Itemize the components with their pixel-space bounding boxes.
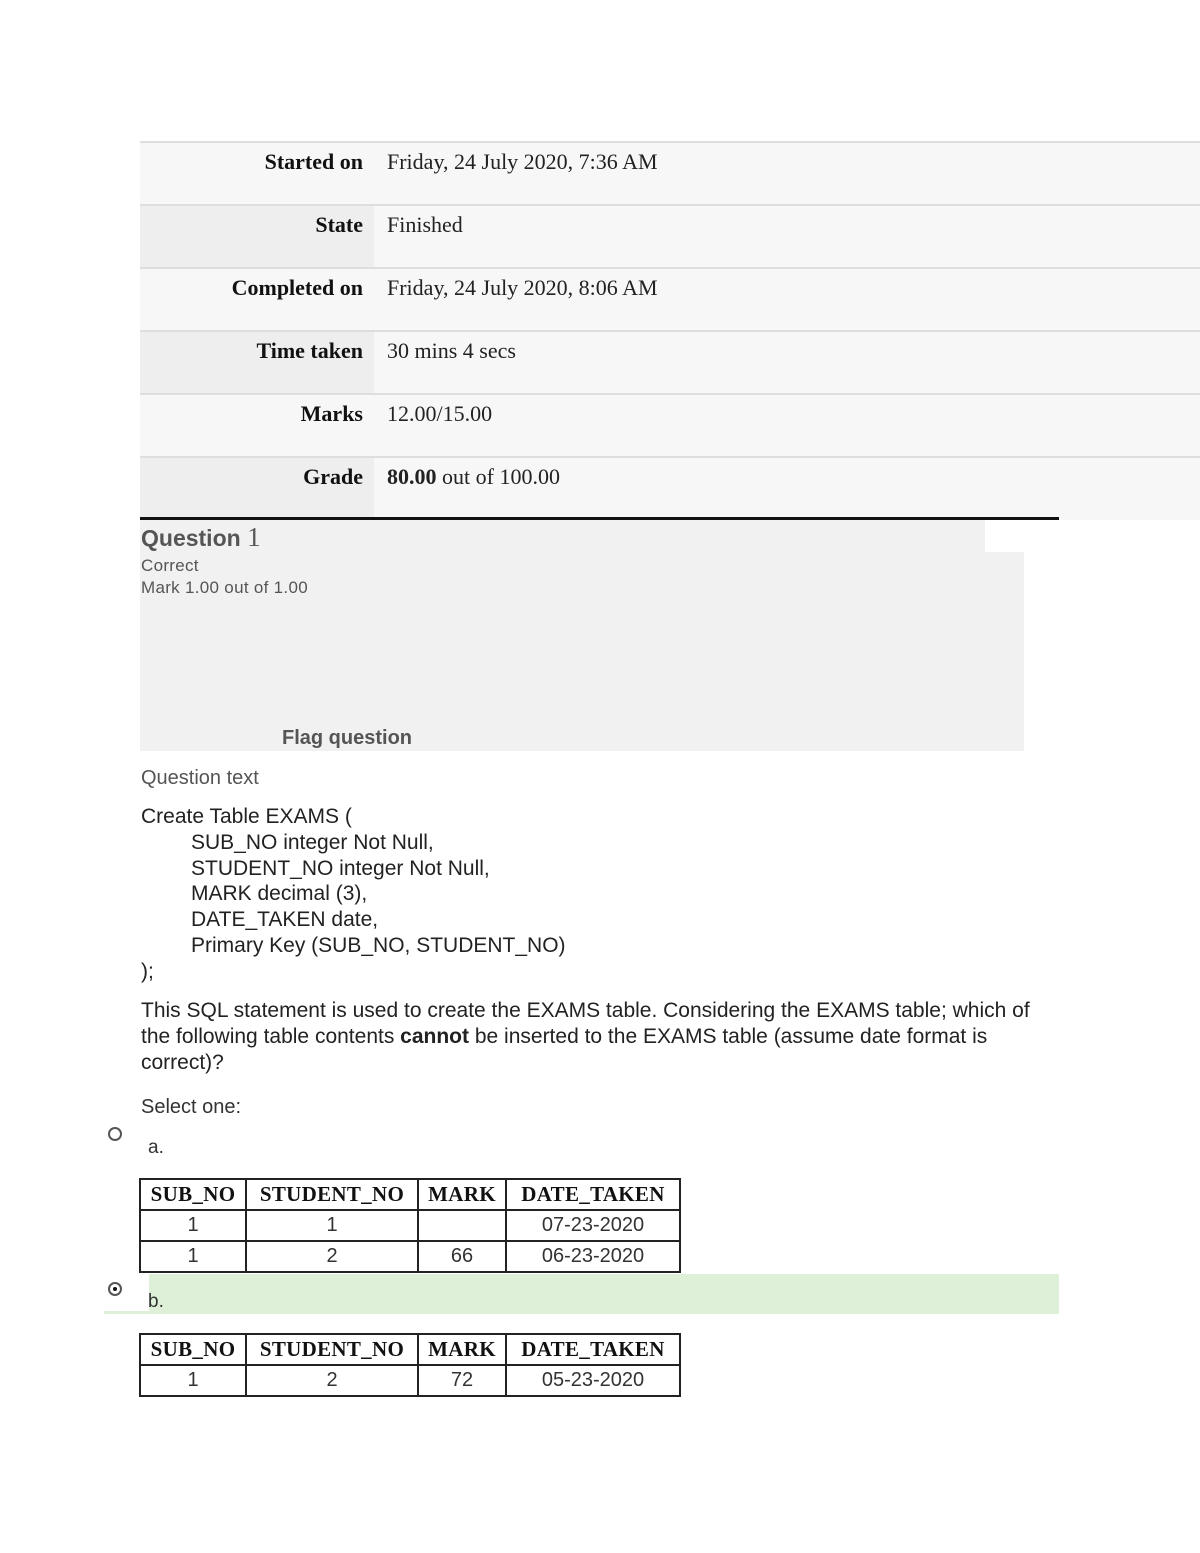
table-row <box>140 1210 680 1241</box>
code-line: STUDENT_NO integer Not Null, <box>191 856 490 880</box>
summary-value: 12.00/15.00 <box>374 394 1200 457</box>
code-line: MARK decimal (3), <box>191 882 368 906</box>
question-title-prefix: Question <box>141 525 248 551</box>
table-cell: 07-23-2020 <box>506 1210 680 1241</box>
option-a-label[interactable]: a. <box>148 1137 164 1158</box>
code-line: Create Table EXAMS ( <box>141 805 352 828</box>
grade-suffix: out of 100.00 <box>436 464 560 489</box>
table-cell: 06-23-2020 <box>506 1241 680 1272</box>
table-header: MARK <box>418 1334 506 1365</box>
grade-score: 80.00 <box>387 464 437 489</box>
table-cell: 1 <box>140 1241 246 1272</box>
table-cell: 2 <box>246 1365 418 1396</box>
summary-value: Finished <box>374 205 1200 268</box>
table-row <box>140 1365 680 1396</box>
code-line: ); <box>141 959 154 983</box>
option-b-table <box>139 1333 681 1397</box>
table-header: MARK <box>418 1179 506 1210</box>
table-cell: 66 <box>418 1241 506 1272</box>
question-info-panel <box>140 520 985 554</box>
table-header: STUDENT_NO <box>246 1179 418 1210</box>
table-header: DATE_TAKEN <box>506 1334 680 1365</box>
sql-code-block <box>141 804 566 985</box>
summary-label: Marks <box>140 394 374 457</box>
summary-value <box>374 457 1200 520</box>
table-header: DATE_TAKEN <box>506 1179 680 1210</box>
summary-value: Friday, 24 July 2020, 7:36 AM <box>374 142 1200 205</box>
option-b-label[interactable]: b. <box>148 1291 164 1312</box>
prompt-text: be inserted to the EXAMS table (assume date format is correct)? <box>141 1025 988 1074</box>
summary-label: Time taken <box>140 331 374 394</box>
question-text-label: Question text <box>141 767 259 789</box>
question-prompt <box>141 998 1061 1076</box>
option-a-table <box>139 1178 681 1273</box>
code-line: SUB_NO integer Not Null, <box>191 830 434 854</box>
table-cell: 05-23-2020 <box>506 1365 680 1396</box>
summary-label: Grade <box>140 457 374 520</box>
option-b-highlight-underline <box>104 1311 149 1314</box>
prompt-text: This SQL statement is used to create the EXAMS table. Considering the EXAMS table; which of the following table contents <box>141 999 1030 1048</box>
option-b-radio[interactable] <box>108 1282 122 1296</box>
prompt-emphasis: cannot <box>400 1025 470 1048</box>
table-cell: 1 <box>246 1210 418 1241</box>
summary-row-state <box>140 205 1200 268</box>
summary-label: State <box>140 205 374 268</box>
table-cell: 1 <box>140 1365 246 1396</box>
code-line: Primary Key (SUB_NO, STUDENT_NO) <box>191 933 566 957</box>
table-cell: 2 <box>246 1241 418 1272</box>
summary-row-started <box>140 142 1200 205</box>
code-line: DATE_TAKEN date, <box>191 908 379 932</box>
flag-question-button[interactable]: Flag question <box>282 727 412 749</box>
summary-label: Started on <box>140 142 374 205</box>
question-number: 1 <box>247 522 261 552</box>
attempt-summary-table <box>140 141 1200 520</box>
table-cell: 72 <box>418 1365 506 1396</box>
question-state: Correct <box>141 556 199 575</box>
table-cell <box>418 1210 506 1241</box>
summary-value: Friday, 24 July 2020, 8:06 AM <box>374 268 1200 331</box>
select-one-label: Select one: <box>141 1096 242 1118</box>
question-mark: Mark 1.00 out of 1.00 <box>141 578 308 597</box>
option-a-radio[interactable] <box>108 1127 122 1141</box>
table-header: STUDENT_NO <box>246 1334 418 1365</box>
summary-label: Completed on <box>140 268 374 331</box>
table-cell: 1 <box>140 1210 246 1241</box>
summary-row-grade <box>140 457 1200 520</box>
summary-row-completed <box>140 268 1200 331</box>
table-row <box>140 1241 680 1272</box>
question-title <box>141 522 261 553</box>
summary-value: 30 mins 4 secs <box>374 331 1200 394</box>
summary-row-marks <box>140 394 1200 457</box>
option-b-highlight <box>149 1274 1059 1314</box>
summary-row-time-taken <box>140 331 1200 394</box>
table-header: SUB_NO <box>140 1179 246 1210</box>
table-header: SUB_NO <box>140 1334 246 1365</box>
